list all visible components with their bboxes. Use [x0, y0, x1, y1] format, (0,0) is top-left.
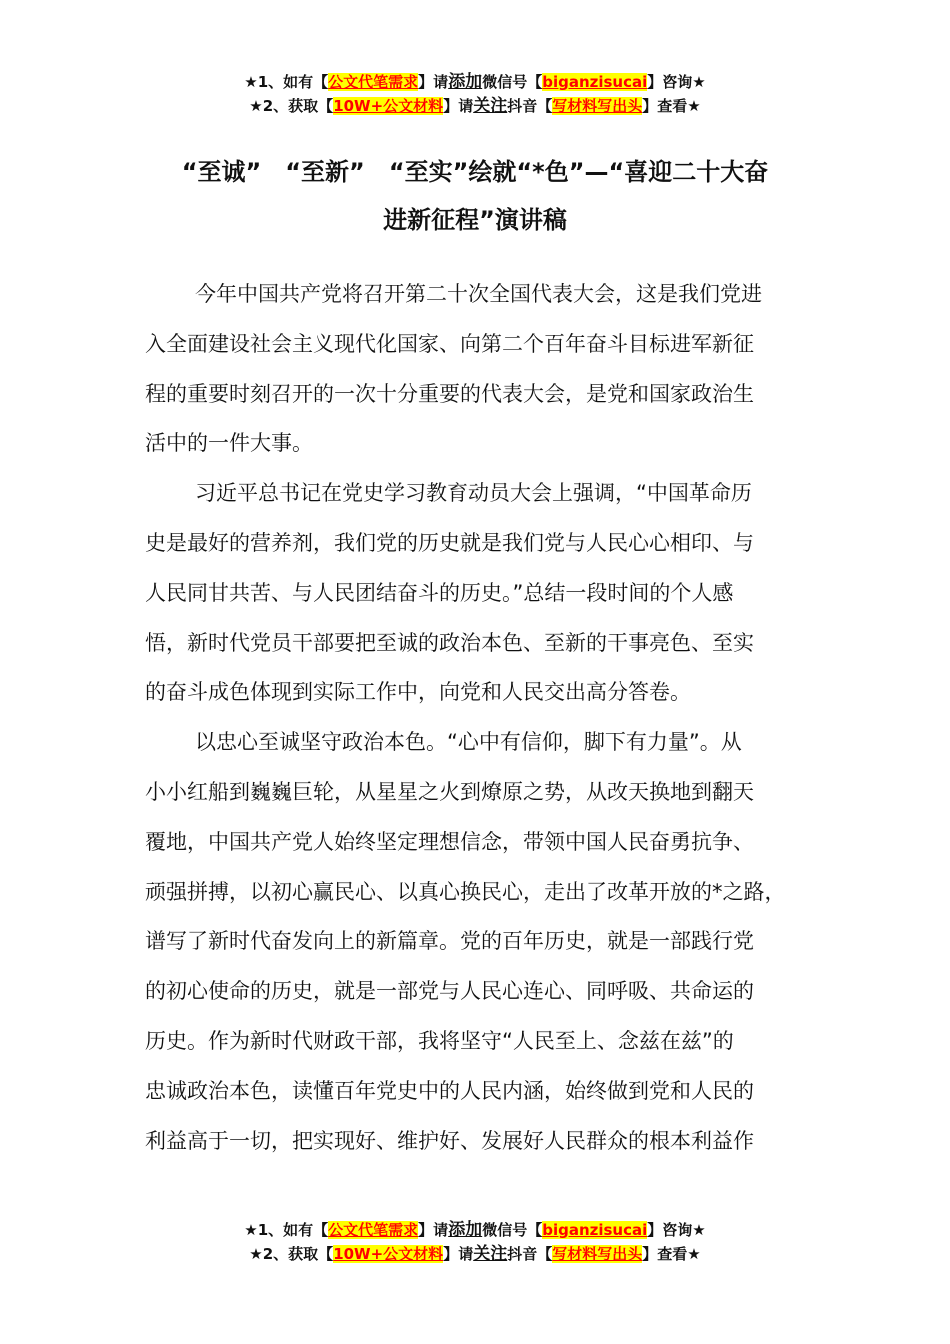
banner-emphasis: 关注 [473, 1244, 508, 1264]
paragraph-line: 今年中国共产党将召开第二十次全国代表大会，这是我们党进 [195, 282, 762, 306]
footer-banner [0, 1218, 950, 1266]
paragraph-line: 利益高于一切，把实现好、维护好、发展好人民群众的根本利益作 [145, 1128, 754, 1153]
title-line: “至诚” “至新” “至实”绘就“*色”—“喜迎二十大奋 [181, 158, 769, 186]
paragraph [145, 469, 835, 718]
banner-text: ★1、如有【 [244, 1221, 329, 1239]
paragraph-line: 的初心使命的历史，就是一部党与人民心连心、同呼吸、共命运的 [145, 979, 754, 1004]
banner-text: 】咨询★ [647, 1221, 706, 1239]
banner-text: ★1、如有【 [244, 73, 329, 91]
banner-line-2 [0, 1242, 950, 1266]
paragraph-line: 小小红船到巍巍巨轮，从星星之火到燎原之势，从改天换地到翻天 [145, 779, 754, 804]
banner-highlight: 写材料写出头 [552, 1245, 643, 1263]
title-line: 进新征程”演讲稿 [383, 206, 567, 234]
banner-emphasis: 关注 [473, 96, 508, 116]
banner-highlight: biganzisucai [542, 1221, 648, 1239]
banner-line-2 [0, 94, 950, 118]
banner-text: 】请 [418, 1221, 449, 1239]
paragraph-line: 忠诚政治本色，读懂百年党史中的人民内涵，始终做到党和人民的 [145, 1078, 754, 1103]
banner-text: ★2、获取【 [249, 1245, 334, 1263]
paragraph-line: 人民同甘共苦、与人民团结奋斗的历史。”总结一段时间的个人感 [145, 580, 734, 605]
paragraph [145, 718, 835, 1166]
banner-text: 】查看★ [642, 1245, 701, 1263]
paragraph-line: 史是最好的营养剂，我们党的历史就是我们党与人民心心相印、与 [145, 530, 754, 555]
paragraph-line: 入全面建设社会主义现代化国家、向第二个百年奋斗目标进军新征 [145, 331, 754, 356]
banner-emphasis: 添加 [448, 72, 483, 92]
paragraph-line: 活中的一件大事。 [145, 431, 313, 456]
banner-text: 抖音【 [507, 97, 553, 115]
banner-text: 抖音【 [507, 1245, 553, 1263]
banner-emphasis: 添加 [448, 1220, 483, 1240]
paragraph-line: 悟，新时代党员干部要把至诚的政治本色、至新的干事亮色、至实 [145, 630, 754, 655]
banner-text: 】查看★ [642, 97, 701, 115]
banner-line-1 [0, 70, 950, 94]
paragraph-line: 顽强拼搏，以初心赢民心、以真心换民心，走出了改革开放的*之路， [145, 879, 786, 904]
banner-highlight: 10W+公文材料 [333, 1245, 444, 1263]
document-body [145, 270, 835, 1166]
banner-text: 】请 [443, 1245, 474, 1263]
banner-text: 微信号【 [482, 1221, 543, 1239]
paragraph-line: 的奋斗成色体现到实际工作中，向党和人民交出高分答卷。 [145, 680, 691, 705]
paragraph [145, 270, 835, 469]
header-banner [0, 70, 950, 118]
document-title [140, 148, 810, 244]
paragraph-line: 习近平总书记在党史学习教育动员大会上强调，“中国革命历 [195, 481, 752, 506]
paragraph-line: 谱写了新时代奋发向上的新篇章。党的百年历史，就是一部践行党 [145, 929, 754, 954]
paragraph-line: 历史。作为新时代财政干部，我将坚守“人民至上、念兹在兹”的 [145, 1028, 734, 1053]
banner-highlight: 公文代笔需求 [328, 73, 419, 91]
banner-text: 微信号【 [482, 73, 543, 91]
banner-text: ★2、获取【 [249, 97, 334, 115]
banner-text: 】咨询★ [647, 73, 706, 91]
banner-highlight: 写材料写出头 [552, 97, 643, 115]
paragraph-line: 以忠心至诚坚守政治本色。“心中有信仰，脚下有力量”。从 [195, 730, 742, 755]
paragraph-line: 程的重要时刻召开的一次十分重要的代表大会，是党和国家政治生 [145, 381, 754, 406]
banner-text: 】请 [443, 97, 474, 115]
banner-highlight: biganzisucai [542, 73, 648, 91]
banner-highlight: 公文代笔需求 [328, 1221, 419, 1239]
banner-line-1 [0, 1218, 950, 1242]
paragraph-line: 覆地，中国共产党人始终坚定理想信念，带领中国人民奋勇抗争、 [145, 829, 754, 854]
banner-text: 】请 [418, 73, 449, 91]
banner-highlight: 10W+公文材料 [333, 97, 444, 115]
